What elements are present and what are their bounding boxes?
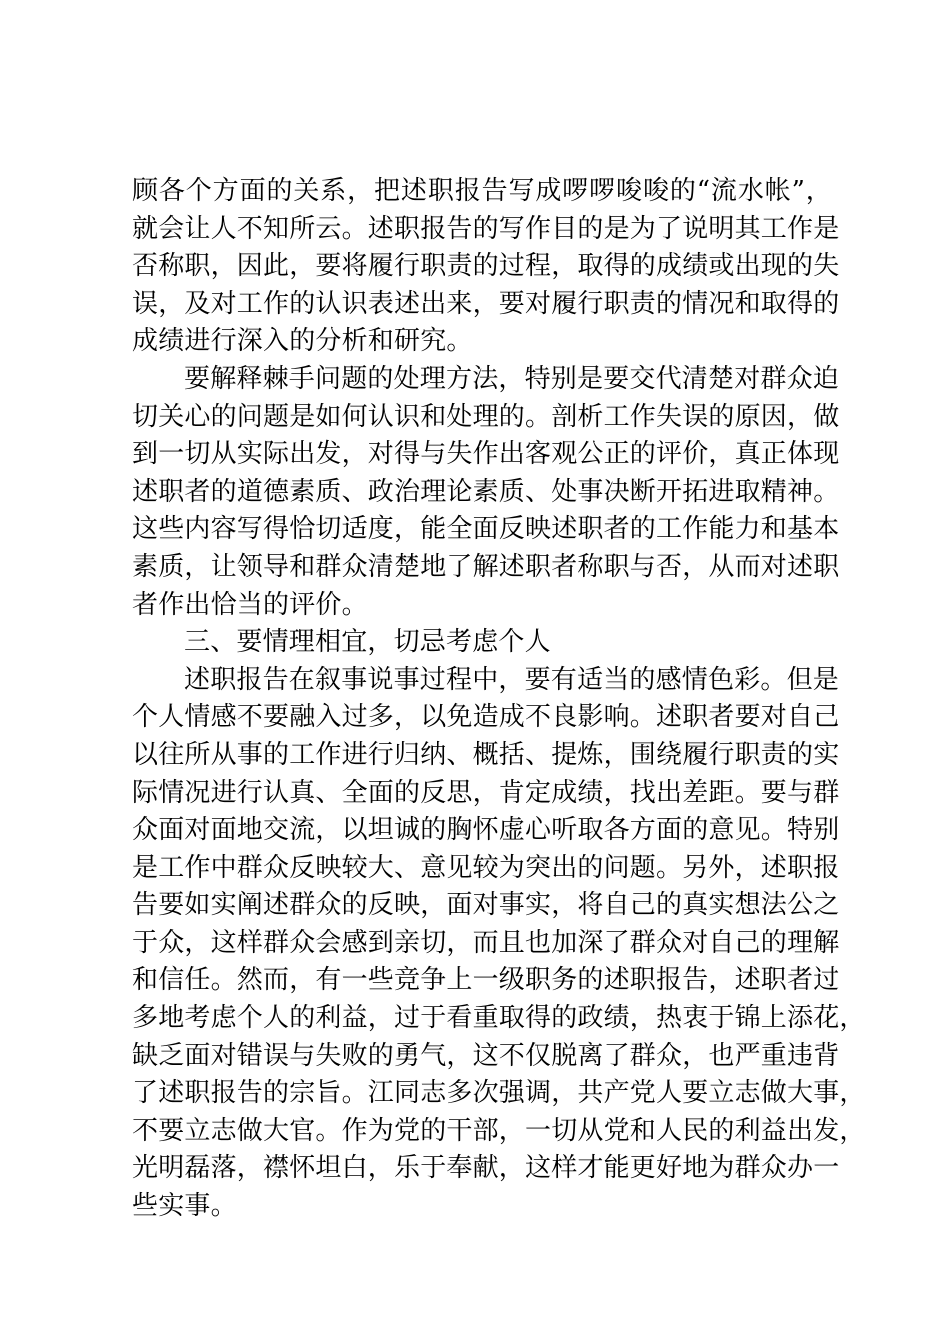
section-heading [132, 624, 832, 662]
text-line: 误，及对工作的认识表述出来，要对履行职责的情况和取得的 [132, 288, 840, 319]
paragraph-emotion-reason [132, 662, 866, 1226]
text-line: 众面对面地交流，以坦诚的胸怀虚心听取各方面的意见。特别 [132, 815, 840, 846]
text-line: 顾各个方面的关系，把述职报告写成啰啰唆唆的“流水帐”， [132, 176, 832, 206]
text-line: 以往所从事的工作进行归纳、概括、提炼，围绕履行职责的实 [132, 739, 840, 770]
text-line: 光明磊落，襟怀坦白，乐于奉献，这样才能更好地为群众办一 [132, 1153, 840, 1184]
text-line: 际情况进行认真、全面的反思，肯定成绩，找出差距。要与群 [132, 777, 840, 808]
text-line: 是工作中群众反映较大、意见较为突出的问题。另外，述职报 [132, 852, 840, 883]
text-line: 素质，让领导和群众清楚地了解述职者称职与否，从而对述职 [132, 551, 840, 582]
text-line: 到一切从实际出发，对得与失作出客观公正的评价，真正体现 [132, 439, 840, 470]
text-line: 成绩进行深入的分析和研究。 [132, 326, 473, 357]
text-line: 述职者的道德素质、政治理论素质、处事决断开拓进取精神。 [132, 476, 840, 507]
text-line: 者作出恰当的评价。 [132, 589, 368, 620]
text-line: 个人情感不要融入过多，以免造成不良影响。述职者要对自己 [132, 702, 840, 733]
text-line: 告要如实阐述群众的反映，面对事实，将自己的真实想法公之 [132, 890, 840, 921]
text-line: 于众，这样群众会感到亲切，而且也加深了群众对自己的理解 [132, 927, 840, 958]
paragraph-problem-handling [132, 361, 840, 624]
text-line: 了述职报告的宗旨。江同志多次强调，共产党人要立志做大事， [132, 1078, 866, 1109]
text-line: 缺乏面对错误与失败的勇气，这不仅脱离了群众，也严重违背 [132, 1040, 840, 1071]
text-line: 要解释棘手问题的处理方法，特别是要交代清楚对群众迫 [184, 363, 840, 394]
paragraph-continuation [132, 173, 840, 361]
text-line: 这些内容写得恰切适度，能全面反映述职者的工作能力和基本 [132, 514, 840, 545]
text-line: 述职报告在叙事说事过程中，要有适当的感情色彩。但是 [184, 664, 840, 695]
text-line: 不要立志做大官。作为党的干部，一切从党和人民的利益出发， [132, 1115, 866, 1146]
text-line: 多地考虑个人的利益，过于看重取得的政绩，热衷于锦上添花， [132, 1003, 866, 1034]
text-line: 些实事。 [132, 1191, 237, 1222]
text-line: 否称职，因此，要将履行职责的过程，取得的成绩或出现的失 [132, 251, 840, 282]
text-line: 切关心的问题是如何认识和处理的。剖析工作失误的原因，做 [132, 401, 840, 432]
section-heading-text: 三、要情理相宜，切忌考虑个人 [184, 627, 551, 658]
text-line: 就会让人不知所云。述职报告的写作目的是为了说明其工作是 [132, 213, 840, 244]
text-line: 和信任。然而，有一些竞争上一级职务的述职报告，述职者过 [132, 965, 840, 996]
document-body [132, 173, 866, 1226]
